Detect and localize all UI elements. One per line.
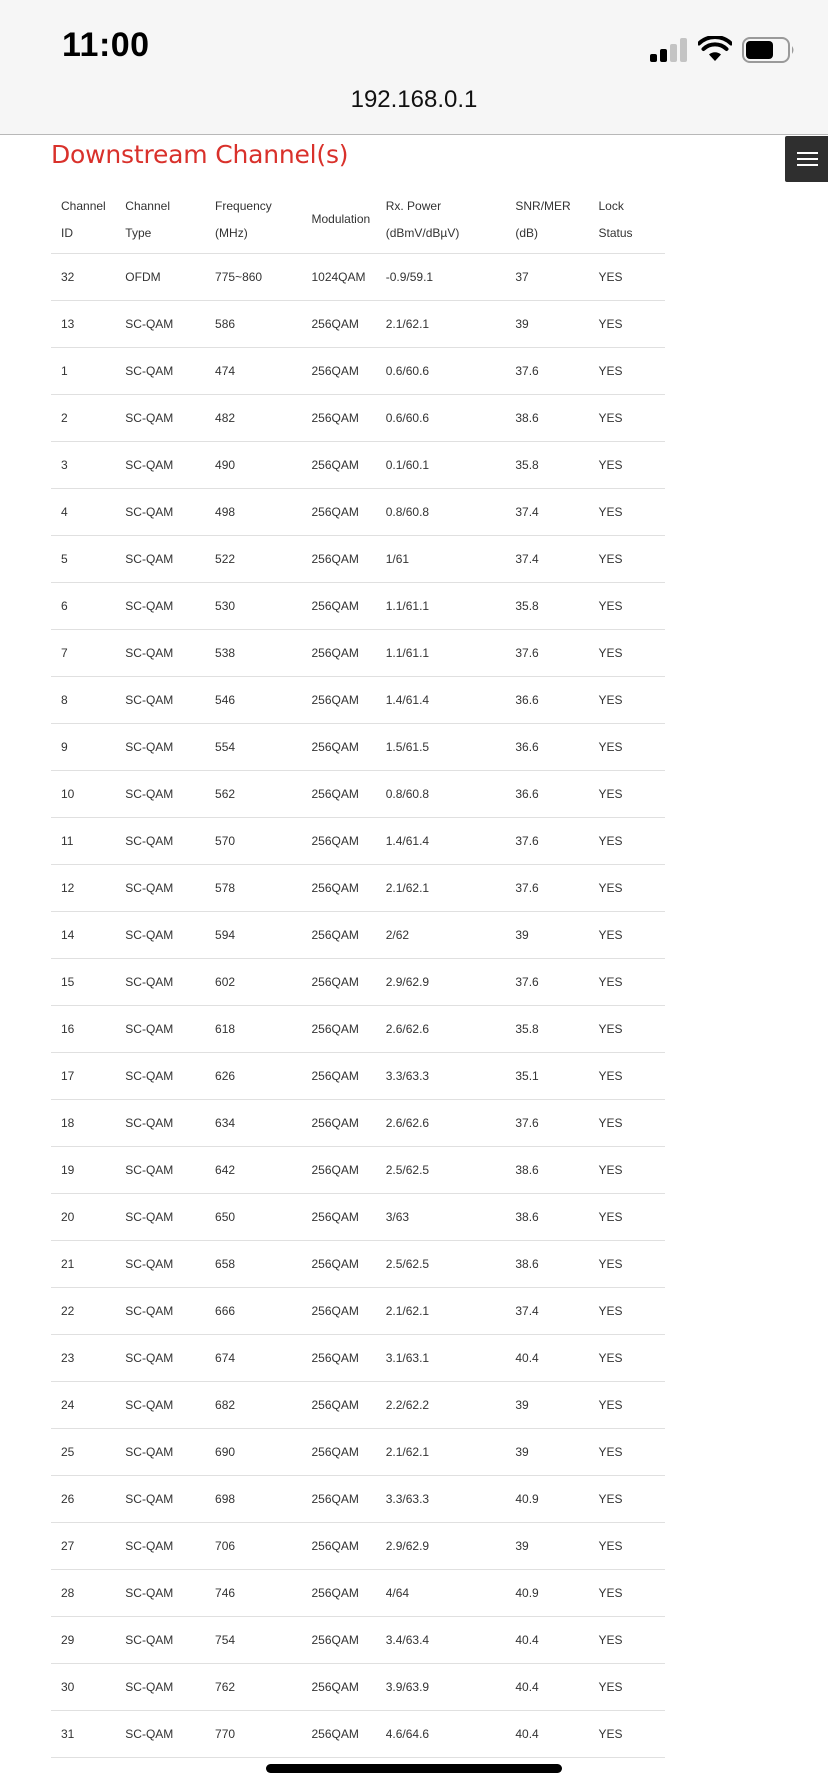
channel-type-cell: SC-QAM [115,959,205,1006]
channel-type-cell: SC-QAM [115,1617,205,1664]
table-row [51,724,665,771]
snr-mer-cell: 40.4 [505,1711,588,1758]
table-row [51,1241,665,1288]
table-row [51,583,665,630]
snr-mer-cell: 37.6 [505,865,588,912]
header-line: SNR/MER [515,198,571,213]
modulation-cell: 256QAM [301,630,375,677]
frequency-cell: 775~860 [205,254,301,301]
modulation-cell: 256QAM [301,348,375,395]
table-row [51,536,665,583]
channel-id-cell: 9 [51,724,115,771]
lock-status-cell: YES [588,771,665,818]
table-row [51,489,665,536]
frequency-cell: 626 [205,1053,301,1100]
snr-mer-cell: 38.6 [505,1147,588,1194]
rx-power-cell: 0.1/60.1 [376,442,506,489]
channel-id-cell: 8 [51,677,115,724]
channel-type-cell: SC-QAM [115,489,205,536]
channel-type-cell: SC-QAM [115,771,205,818]
channel-type-cell: SC-QAM [115,1053,205,1100]
modulation-cell: 256QAM [301,771,375,818]
snr-mer-cell: 39 [505,1382,588,1429]
rx-power-cell: 2/62 [376,912,506,959]
table-row [51,1382,665,1429]
snr-mer-cell: 37.6 [505,348,588,395]
snr-mer-cell: 37.6 [505,1100,588,1147]
lock-status-cell: YES [588,818,665,865]
frequency-cell: 682 [205,1382,301,1429]
header-modulation [301,186,375,254]
modulation-cell: 256QAM [301,1241,375,1288]
frequency-cell: 634 [205,1100,301,1147]
modulation-cell: 256QAM [301,1194,375,1241]
rx-power-cell: 2.9/62.9 [376,1523,506,1570]
snr-mer-cell: 40.4 [505,1664,588,1711]
frequency-cell: 698 [205,1476,301,1523]
frequency-cell: 474 [205,348,301,395]
header-line: Channel [125,198,170,213]
lock-status-cell: YES [588,1147,665,1194]
rx-power-cell: 0.8/60.8 [376,771,506,818]
rx-power-cell: 1.4/61.4 [376,818,506,865]
modulation-cell: 256QAM [301,442,375,489]
modulation-cell: 256QAM [301,1382,375,1429]
lock-status-cell: YES [588,724,665,771]
modulation-cell: 256QAM [301,724,375,771]
lock-status-cell: YES [588,1241,665,1288]
header-frequency [205,186,301,254]
frequency-cell: 498 [205,489,301,536]
channel-id-cell: 4 [51,489,115,536]
snr-mer-cell: 39 [505,912,588,959]
modulation-cell: 256QAM [301,1570,375,1617]
snr-mer-cell: 35.8 [505,1006,588,1053]
frequency-cell: 650 [205,1194,301,1241]
snr-mer-cell: 38.6 [505,1194,588,1241]
frequency-cell: 562 [205,771,301,818]
frequency-cell: 602 [205,959,301,1006]
table-row [51,254,665,301]
modulation-cell: 256QAM [301,1335,375,1382]
lock-status-cell: YES [588,959,665,1006]
lock-status-cell: YES [588,1006,665,1053]
channel-id-cell: 17 [51,1053,115,1100]
table-row [51,818,665,865]
channel-type-cell: SC-QAM [115,1476,205,1523]
header-line: Type [125,225,152,240]
page-title: Downstream Channel(s) [51,140,349,169]
rx-power-cell: 3.1/63.1 [376,1335,506,1382]
snr-mer-cell: 37.6 [505,818,588,865]
header-line: (dB) [515,225,539,240]
table-header-row [51,186,665,254]
lock-status-cell: YES [588,1523,665,1570]
snr-mer-cell: 35.8 [505,583,588,630]
channel-id-cell: 25 [51,1429,115,1476]
channel-type-cell: SC-QAM [115,630,205,677]
modulation-cell: 256QAM [301,818,375,865]
channel-id-cell: 28 [51,1570,115,1617]
modulation-cell: 256QAM [301,1006,375,1053]
channel-id-cell: 20 [51,1194,115,1241]
channel-id-cell: 13 [51,301,115,348]
channel-type-cell: SC-QAM [115,1006,205,1053]
lock-status-cell: YES [588,1335,665,1382]
rx-power-cell: 1.1/61.1 [376,583,506,630]
channel-type-cell: SC-QAM [115,1241,205,1288]
lock-status-cell: YES [588,1382,665,1429]
rx-power-cell: 2.5/62.5 [376,1241,506,1288]
rx-power-cell: 3.3/63.3 [376,1476,506,1523]
frequency-cell: 666 [205,1288,301,1335]
modulation-cell: 256QAM [301,677,375,724]
table-row [51,1429,665,1476]
table-row [51,1288,665,1335]
lock-status-cell: YES [588,583,665,630]
header-line: (dBmV/dBµV) [385,225,460,240]
lock-status-cell: YES [588,630,665,677]
modulation-cell: 256QAM [301,536,375,583]
frequency-cell: 762 [205,1664,301,1711]
downstream-channel-table [51,186,665,1758]
channel-id-cell: 3 [51,442,115,489]
lock-status-cell: YES [588,865,665,912]
channel-type-cell: SC-QAM [115,583,205,630]
modulation-cell: 256QAM [301,1100,375,1147]
channel-type-cell: SC-QAM [115,442,205,489]
lock-status-cell: YES [588,1100,665,1147]
channel-id-cell: 14 [51,912,115,959]
frequency-cell: 754 [205,1617,301,1664]
modulation-cell: 256QAM [301,489,375,536]
lock-status-cell: YES [588,912,665,959]
rx-power-cell: 1.4/61.4 [376,677,506,724]
system-status-icons [650,36,800,64]
channel-type-cell: SC-QAM [115,395,205,442]
modulation-cell: 256QAM [301,1053,375,1100]
snr-mer-cell: 36.6 [505,677,588,724]
channel-type-cell: SC-QAM [115,865,205,912]
modulation-cell: 1024QAM [301,254,375,301]
home-indicator [266,1764,562,1773]
table-row [51,630,665,677]
channel-type-cell: OFDM [115,254,205,301]
frequency-cell: 658 [205,1241,301,1288]
modulation-cell: 256QAM [301,1617,375,1664]
frequency-cell: 522 [205,536,301,583]
rx-power-cell: 3/63 [376,1194,506,1241]
channel-id-cell: 12 [51,865,115,912]
channel-id-cell: 30 [51,1664,115,1711]
modulation-cell: 256QAM [301,1711,375,1758]
table-row [51,1147,665,1194]
channel-type-cell: SC-QAM [115,677,205,724]
snr-mer-cell: 37.6 [505,630,588,677]
snr-mer-cell: 37.4 [505,1288,588,1335]
table-row [51,959,665,1006]
channel-id-cell: 24 [51,1382,115,1429]
rx-power-cell: 3.9/63.9 [376,1664,506,1711]
snr-mer-cell: 40.4 [505,1617,588,1664]
header-channel-type [115,186,205,254]
lock-status-cell: YES [588,348,665,395]
channel-id-cell: 6 [51,583,115,630]
channel-id-cell: 29 [51,1617,115,1664]
snr-mer-cell: 36.6 [505,771,588,818]
frequency-cell: 674 [205,1335,301,1382]
frequency-cell: 746 [205,1570,301,1617]
browser-top-bar [0,0,828,135]
table-row [51,1617,665,1664]
table-row [51,1006,665,1053]
rx-power-cell: 2.6/62.6 [376,1100,506,1147]
lock-status-cell: YES [588,489,665,536]
lock-status-cell: YES [588,1617,665,1664]
channel-id-cell: 27 [51,1523,115,1570]
lock-status-cell: YES [588,254,665,301]
header-channel-id [51,186,115,254]
lock-status-cell: YES [588,536,665,583]
channel-id-cell: 31 [51,1711,115,1758]
rx-power-cell: 2.9/62.9 [376,959,506,1006]
header-line: ID [61,225,73,240]
channel-type-cell: SC-QAM [115,301,205,348]
snr-mer-cell: 40.9 [505,1476,588,1523]
rx-power-cell: 0.6/60.6 [376,348,506,395]
snr-mer-cell: 37 [505,254,588,301]
battery-icon [742,37,796,63]
table-row [51,1194,665,1241]
frequency-cell: 578 [205,865,301,912]
lock-status-cell: YES [588,1194,665,1241]
header-line: Frequency [215,198,272,213]
channel-id-cell: 15 [51,959,115,1006]
rx-power-cell: 0.6/60.6 [376,395,506,442]
lock-status-cell: YES [588,1476,665,1523]
channel-type-cell: SC-QAM [115,1523,205,1570]
table-row [51,348,665,395]
header-rx-power [376,186,506,254]
lock-status-cell: YES [588,1664,665,1711]
table-row [51,1100,665,1147]
frequency-cell: 690 [205,1429,301,1476]
channel-type-cell: SC-QAM [115,1711,205,1758]
table-row [51,1335,665,1382]
channel-type-cell: SC-QAM [115,1335,205,1382]
rx-power-cell: 2.1/62.1 [376,1288,506,1335]
lock-status-cell: YES [588,1711,665,1758]
snr-mer-cell: 37.6 [505,959,588,1006]
table-row [51,1570,665,1617]
frequency-cell: 538 [205,630,301,677]
rx-power-cell: 3.4/63.4 [376,1617,506,1664]
channel-type-cell: SC-QAM [115,1429,205,1476]
channel-id-cell: 11 [51,818,115,865]
frequency-cell: 570 [205,818,301,865]
wifi-icon [698,36,732,62]
snr-mer-cell: 39 [505,301,588,348]
table-row [51,301,665,348]
channel-id-cell: 21 [51,1241,115,1288]
snr-mer-cell: 38.6 [505,1241,588,1288]
header-line: Channel [61,198,106,213]
header-line: Rx. Power [385,198,442,213]
status-time: 11:00 [62,26,150,64]
channel-id-cell: 26 [51,1476,115,1523]
header-line: Modulation [311,212,371,226]
channel-type-cell: SC-QAM [115,1100,205,1147]
modulation-cell: 256QAM [301,1429,375,1476]
modulation-cell: 256QAM [301,1147,375,1194]
channel-id-cell: 22 [51,1288,115,1335]
channel-id-cell: 32 [51,254,115,301]
frequency-cell: 706 [205,1523,301,1570]
snr-mer-cell: 37.4 [505,489,588,536]
channel-type-cell: SC-QAM [115,348,205,395]
snr-mer-cell: 35.8 [505,442,588,489]
frequency-cell: 594 [205,912,301,959]
rx-power-cell: 2.1/62.1 [376,1429,506,1476]
snr-mer-cell: 40.9 [505,1570,588,1617]
rx-power-cell: 1.5/61.5 [376,724,506,771]
header-lock-status [588,186,665,254]
rx-power-cell: 2.1/62.1 [376,865,506,912]
snr-mer-cell: 36.6 [505,724,588,771]
table-row [51,395,665,442]
rx-power-cell: 1.1/61.1 [376,630,506,677]
channel-id-cell: 23 [51,1335,115,1382]
channel-type-cell: SC-QAM [115,1664,205,1711]
frequency-cell: 482 [205,395,301,442]
rx-power-cell: 4/64 [376,1570,506,1617]
lock-status-cell: YES [588,1288,665,1335]
lock-status-cell: YES [588,442,665,489]
snr-mer-cell: 39 [505,1429,588,1476]
channel-type-cell: SC-QAM [115,1288,205,1335]
snr-mer-cell: 37.4 [505,536,588,583]
rx-power-cell: -0.9/59.1 [376,254,506,301]
channel-id-cell: 1 [51,348,115,395]
channel-type-cell: SC-QAM [115,818,205,865]
channel-id-cell: 7 [51,630,115,677]
frequency-cell: 642 [205,1147,301,1194]
lock-status-cell: YES [588,1429,665,1476]
lock-status-cell: YES [588,301,665,348]
table-body [51,254,665,1758]
channel-type-cell: SC-QAM [115,724,205,771]
rx-power-cell: 1/61 [376,536,506,583]
modulation-cell: 256QAM [301,583,375,630]
modulation-cell: 256QAM [301,959,375,1006]
rx-power-cell: 4.6/64.6 [376,1711,506,1758]
snr-mer-cell: 35.1 [505,1053,588,1100]
rx-power-cell: 0.8/60.8 [376,489,506,536]
lock-status-cell: YES [588,395,665,442]
channel-type-cell: SC-QAM [115,1194,205,1241]
channel-id-cell: 16 [51,1006,115,1053]
frequency-cell: 586 [205,301,301,348]
rx-power-cell: 2.1/62.1 [376,301,506,348]
channel-type-cell: SC-QAM [115,912,205,959]
rx-power-cell: 3.3/63.3 [376,1053,506,1100]
modulation-cell: 256QAM [301,301,375,348]
modulation-cell: 256QAM [301,1664,375,1711]
lock-status-cell: YES [588,677,665,724]
table-row [51,677,665,724]
address-bar-url[interactable]: 192.168.0.1 [350,86,478,113]
table-row [51,1711,665,1758]
table-row [51,771,665,818]
frequency-cell: 618 [205,1006,301,1053]
frequency-cell: 490 [205,442,301,489]
frequency-cell: 554 [205,724,301,771]
table-row [51,912,665,959]
modulation-cell: 256QAM [301,1476,375,1523]
cellular-signal-icon [650,38,692,62]
channel-type-cell: SC-QAM [115,1382,205,1429]
table-row [51,442,665,489]
header-line: (MHz) [215,225,248,240]
table-row [51,1476,665,1523]
channel-id-cell: 18 [51,1100,115,1147]
channel-id-cell: 19 [51,1147,115,1194]
snr-mer-cell: 39 [505,1523,588,1570]
lock-status-cell: YES [588,1053,665,1100]
channel-type-cell: SC-QAM [115,536,205,583]
header-line: Lock [598,198,624,213]
channel-id-cell: 10 [51,771,115,818]
snr-mer-cell: 40.4 [505,1335,588,1382]
channel-id-cell: 5 [51,536,115,583]
channel-type-cell: SC-QAM [115,1147,205,1194]
downstream-channel-table-container [51,186,665,1758]
frequency-cell: 530 [205,583,301,630]
header-line: Status [598,225,633,240]
rx-power-cell: 2.2/62.2 [376,1382,506,1429]
snr-mer-cell: 38.6 [505,395,588,442]
channel-type-cell: SC-QAM [115,1570,205,1617]
table-row [51,1523,665,1570]
modulation-cell: 256QAM [301,912,375,959]
modulation-cell: 256QAM [301,1288,375,1335]
modulation-cell: 256QAM [301,1523,375,1570]
header-snr-mer [505,186,588,254]
lock-status-cell: YES [588,1570,665,1617]
table-row [51,1053,665,1100]
table-row [51,1664,665,1711]
modulation-cell: 256QAM [301,395,375,442]
rx-power-cell: 2.6/62.6 [376,1006,506,1053]
hamburger-menu-icon[interactable] [785,136,828,182]
channel-id-cell: 2 [51,395,115,442]
table-header [51,186,665,254]
modulation-cell: 256QAM [301,865,375,912]
frequency-cell: 546 [205,677,301,724]
rx-power-cell: 2.5/62.5 [376,1147,506,1194]
frequency-cell: 770 [205,1711,301,1758]
table-row [51,865,665,912]
